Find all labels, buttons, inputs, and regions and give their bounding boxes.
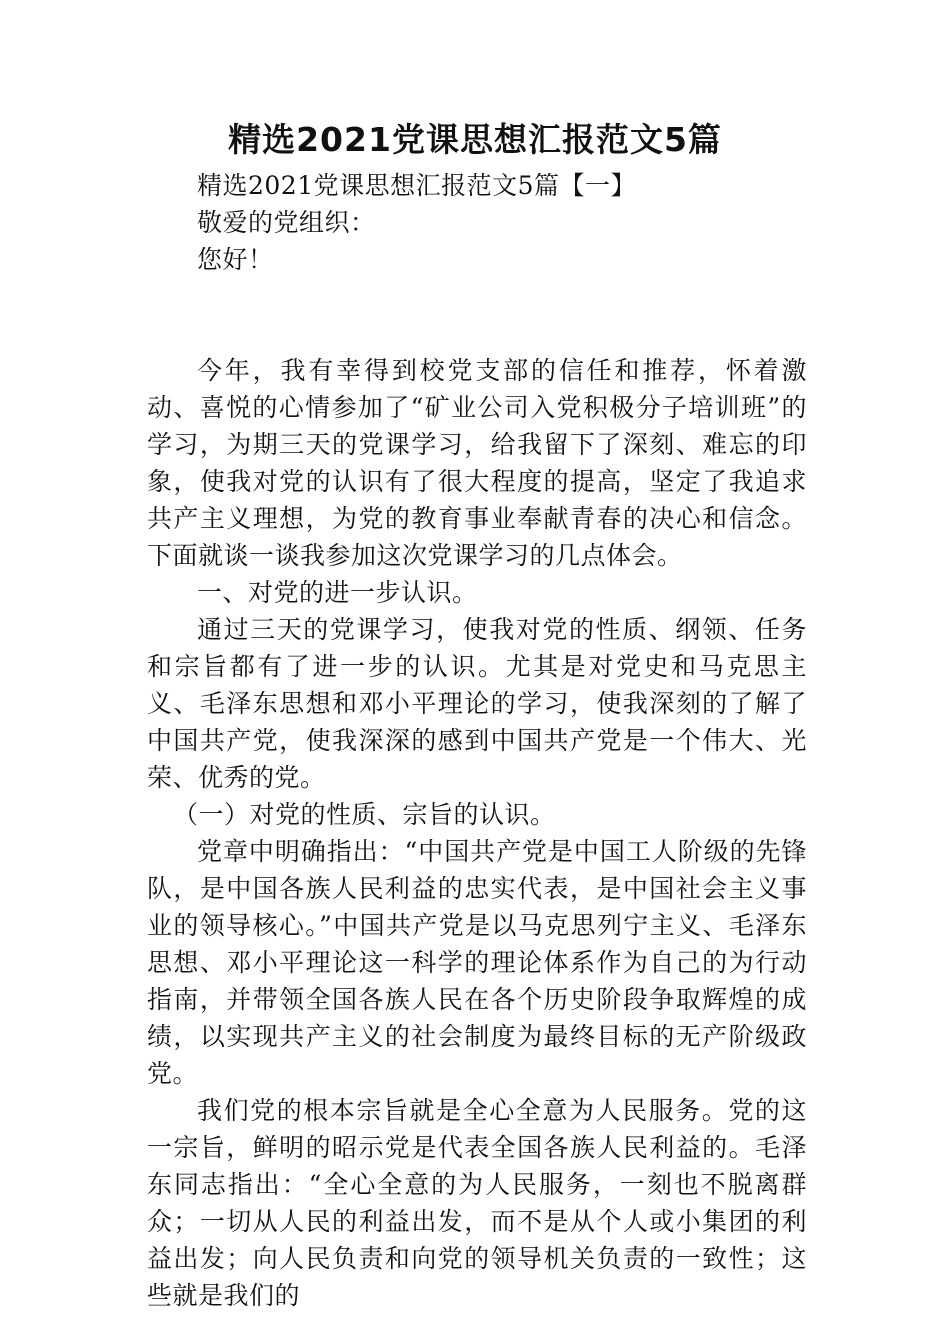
body-paragraph: 党章中明确指出：“中国共产党是中国工人阶级的先锋队，是中国各族人民利益的忠实代表，是中国社会主义事业的领导核心。”中国共产党是以马克思列宁主义、毛泽东思想、邓小平理论这一科学的理论体系作为自己的为行动指南，并带领全国各族人民在各个历史阶段争取辉煌的成绩，以实现共产主义的社会制度为最终目标的无产阶级政党。	[147, 837, 807, 1088]
subsection-heading: （一）对党的性质、宗旨的认识。	[173, 800, 556, 829]
salutation: 敬爱的党组织：	[197, 208, 376, 237]
greeting: 您好！	[197, 245, 274, 274]
body-paragraph: 我们党的根本宗旨就是全心全意为人民服务。党的这一宗旨，鲜明的昭示党是代表全国各族人民利益的。毛泽东同志指出：“全心全意的为人民服务，一刻也不脱离群众；一切从人民的利益出发，而不是从个人或小集团的利益出发；向人民负责和向党的领导机关负责的一致性；这些就是我们的	[147, 1096, 807, 1310]
document-body	[147, 167, 807, 1314]
subsection-heading: 一、对党的进一步认识。	[197, 578, 478, 607]
document-title: 精选2021党课思想汇报范文5篇	[228, 120, 722, 159]
body-paragraph: 今年，我有幸得到校党支部的信任和推荐，怀着激动、喜悦的心情参加了“矿业公司入党积极分子培训班”的学习，为期三天的党课学习，给我留下了深刻、难忘的印象，使我对党的认识有了很大程度的提高，坚定了我追求共产主义理想，为党的教育事业奉献青春的决心和信念。下面就谈一谈我参加这次党课学习的几点体会。	[147, 356, 807, 570]
body-paragraph: 通过三天的党课学习，使我对党的性质、纲领、任务和宗旨都有了进一步的认识。尤其是对党史和马克思主义、毛泽东思想和邓小平理论的学习，使我深刻的了解了中国共产党，使我深深的感到中国共产党是一个伟大、光荣、优秀的党。	[147, 615, 807, 792]
section-heading: 精选2021党课思想汇报范文5篇【一】	[197, 171, 637, 200]
